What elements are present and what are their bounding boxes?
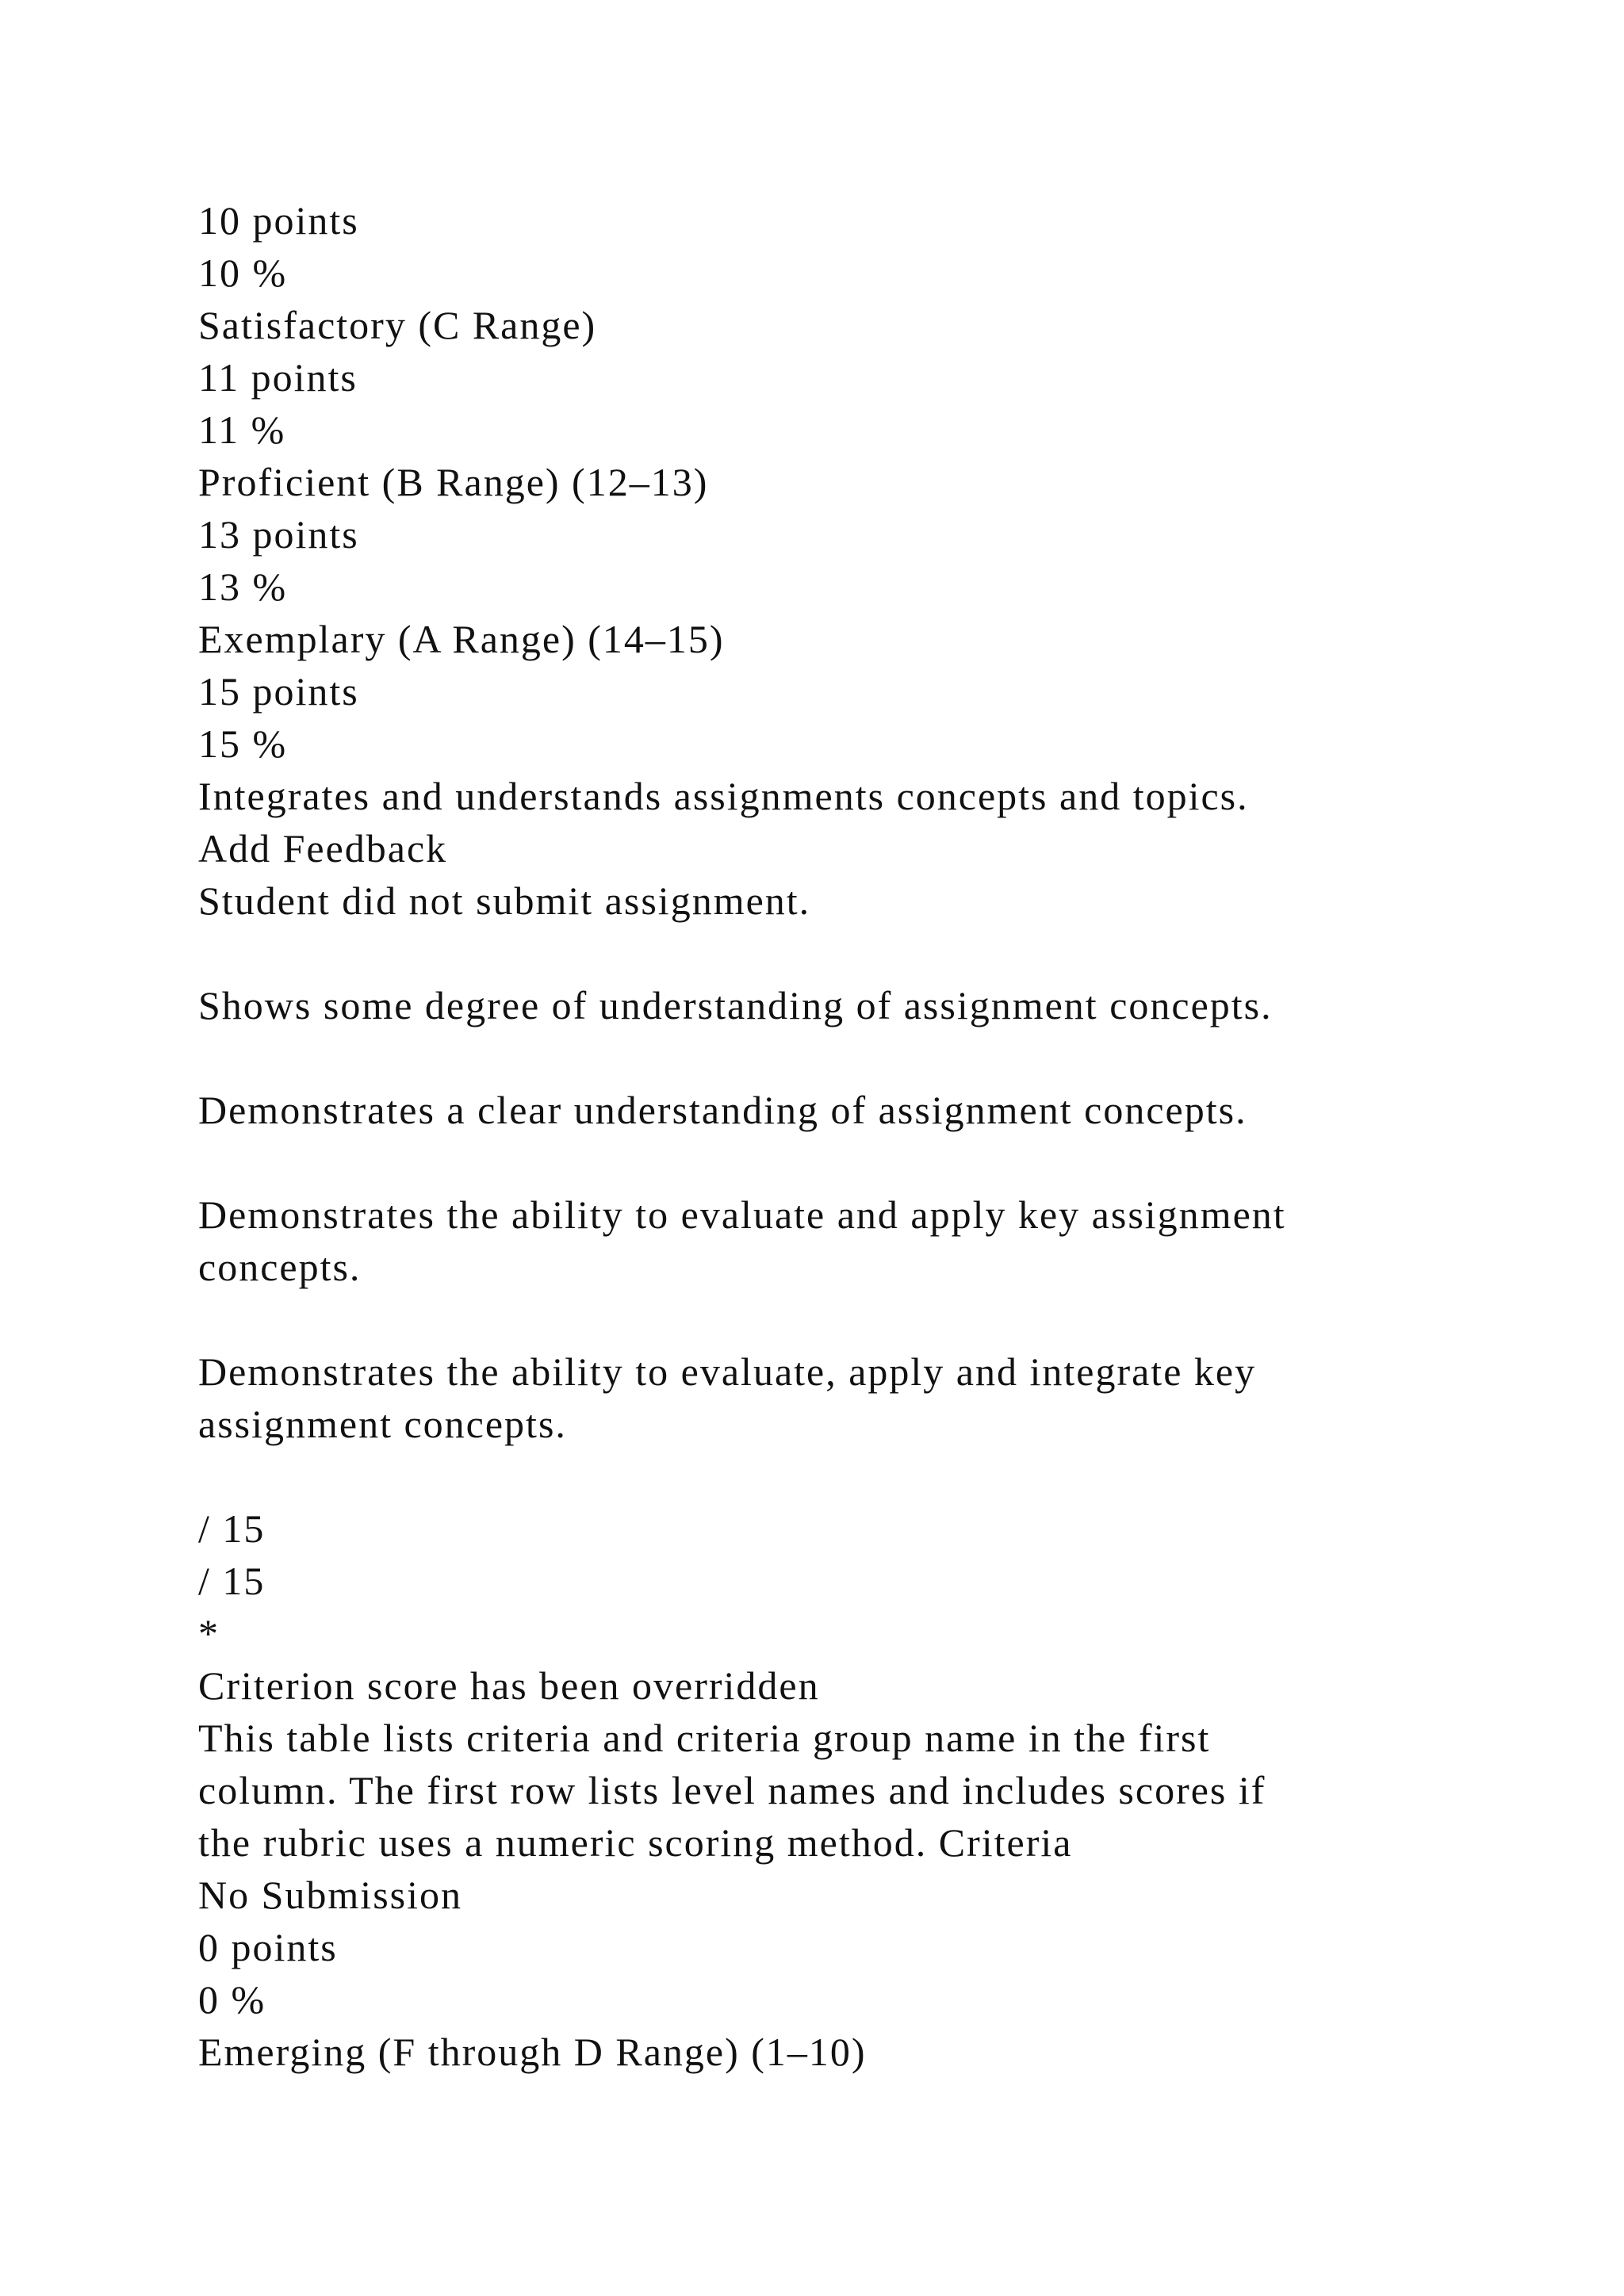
text-line-percent-13: 13 %: [198, 564, 288, 609]
blank-line: [198, 1031, 1435, 1084]
text-line-points-11: 11 points: [198, 355, 358, 400]
table-description-line-1: This table lists criteria and criteria group name in the first: [198, 1716, 1211, 1760]
blank-line: [198, 1136, 1435, 1188]
descriptor-exemplary-line-2: assignment concepts.: [198, 1402, 567, 1446]
blank-line: [198, 927, 1435, 979]
criterion-description: Integrates and understands assignments concepts and topics.: [198, 774, 1249, 818]
text-line-points-15: 15 points: [198, 669, 359, 714]
add-feedback-link[interactable]: Add Feedback: [198, 826, 448, 871]
level-satisfactory: Satisfactory (C Range): [198, 303, 597, 347]
text-line-percent-10: 10 %: [198, 251, 288, 295]
descriptor-exemplary-line-1: Demonstrates the ability to evaluate, apply and integrate key: [198, 1349, 1257, 1394]
override-asterisk: *: [198, 1611, 220, 1655]
blank-line: [198, 1293, 1435, 1345]
level-no-submission: No Submission: [198, 1873, 463, 1917]
table-description-line-2: column. The first row lists level names and includes scores if: [198, 1768, 1266, 1812]
descriptor-emerging: Shows some degree of understanding of assignment concepts.: [198, 983, 1273, 1027]
descriptor-proficient-line-2: concepts.: [198, 1245, 362, 1289]
text-line-points-0: 0 points: [198, 1925, 338, 1969]
descriptor-no-submission: Student did not submit assignment.: [198, 878, 811, 923]
descriptor-proficient-line-1: Demonstrates the ability to evaluate and apply key assignment: [198, 1192, 1286, 1237]
table-description-line-3: the rubric uses a numeric scoring method. Criteria: [198, 1820, 1073, 1865]
score-out-of-total: / 15: [198, 1506, 266, 1551]
text-line-points-10: 10 points: [198, 198, 359, 243]
descriptor-satisfactory: Demonstrates a clear understanding of assignment concepts.: [198, 1088, 1247, 1132]
level-proficient: Proficient (B Range) (12–13): [198, 460, 709, 504]
level-emerging: Emerging (F through D Range) (1–10): [198, 2030, 867, 2074]
override-note: Criterion score has been overridden: [198, 1663, 820, 1708]
text-line-points-13: 13 points: [198, 512, 359, 557]
text-line-percent-15: 15 %: [198, 721, 288, 766]
text-line-percent-0: 0 %: [198, 1977, 266, 2022]
level-exemplary: Exemplary (A Range) (14–15): [198, 617, 725, 661]
text-line-percent-11: 11 %: [198, 408, 286, 452]
score-out-of-total-2: / 15: [198, 1559, 266, 1603]
blank-line: [198, 1450, 1435, 1502]
document-page: [198, 194, 1435, 2078]
